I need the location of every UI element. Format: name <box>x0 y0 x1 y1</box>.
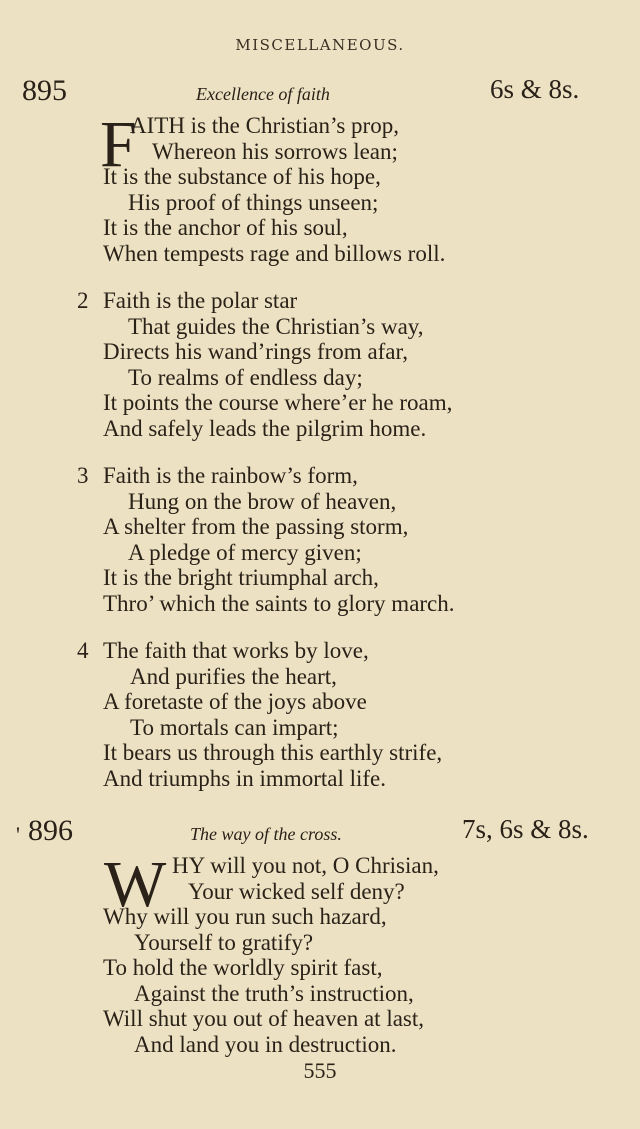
drop-cap: F <box>100 108 137 181</box>
verse-line: A shelter from the passing storm, <box>103 514 409 539</box>
verse-line: A pledge of mercy given; <box>128 539 362 565</box>
hymn-896-stanza-1 <box>0 848 640 1057</box>
verse-line: It points the course where’er he roam, <box>103 390 453 415</box>
verse-line: It is the substance of his hope, <box>103 164 381 189</box>
verse-line: Hung on the brow of heaven, <box>128 488 397 514</box>
verse-line: It is the bright triumphal arch, <box>103 565 379 590</box>
verse-line: Faith is the rainbow’s form, <box>103 463 358 488</box>
verse-line: To hold the worldly spirit fast, <box>103 955 383 980</box>
stanza-number: 3 <box>77 463 89 488</box>
hymn-895-stanza-1 <box>0 108 640 266</box>
verse-line: When tempests rage and billows roll. <box>103 240 446 266</box>
hymn-895-stanza-4 <box>0 638 640 791</box>
verse-line: It bears us through this earthly strife, <box>103 740 443 765</box>
hymn-895-header <box>0 74 640 114</box>
stanza-number: 4 <box>77 638 89 663</box>
hymn-number: 895 <box>22 74 67 107</box>
verse-line: And purifies the heart, <box>130 663 337 689</box>
verse-line: Your wicked self deny? <box>188 878 405 904</box>
verse-line: Faith is the polar star <box>103 288 298 313</box>
margin-mark: ' <box>16 822 20 847</box>
verse-line: Whereon his sorrows lean; <box>152 138 398 164</box>
verse-line: And triumphs in immortal life. <box>103 765 386 791</box>
hymn-meter: 7s, 6s & 8s. <box>462 814 589 844</box>
verse-line: Thro’ which the saints to glory march. <box>103 590 455 616</box>
stanza-number: 2 <box>77 288 89 313</box>
verse-line: Against the truth’s instruction, <box>134 980 414 1006</box>
verse-line: Why will you run such hazard, <box>103 904 387 929</box>
hymn-title: The way of the cross. <box>190 824 342 844</box>
verse-line: AITH is the Christian’s prop, <box>130 113 399 138</box>
verse-line: That guides the Christian’s way, <box>128 313 424 339</box>
verse-line: Yourself to gratify? <box>134 929 314 955</box>
drop-cap: W <box>104 848 167 921</box>
page-number: 555 <box>303 1058 337 1083</box>
verse-line: And safely leads the pilgrim home. <box>103 415 427 441</box>
verse-line: To realms of endless day; <box>128 364 363 390</box>
hymn-number: 896 <box>28 814 73 847</box>
verse-line: The faith that works by love, <box>103 638 369 663</box>
verse-line: It is the anchor of his soul, <box>103 215 348 240</box>
verse-line: To mortals can impart; <box>130 714 339 740</box>
hymn-meter: 6s & 8s. <box>490 74 580 104</box>
hymn-title: Excellence of faith <box>196 84 330 104</box>
verse-line: Directs his wand’rings from afar, <box>103 339 409 364</box>
verse-line: Will shut you out of heaven at last, <box>103 1006 425 1031</box>
verse-line: HY will you not, O Chrisian, <box>172 853 439 878</box>
running-head: MISCELLANEOUS. <box>235 36 405 54</box>
hymn-895-stanza-3 <box>0 463 640 616</box>
hymn-896-header <box>0 814 640 854</box>
hymn-895-stanza-2 <box>0 288 640 441</box>
verse-line: A foretaste of the joys above <box>103 689 367 714</box>
verse-line: And land you in destruction. <box>134 1031 397 1057</box>
verse-line: His proof of things unseen; <box>128 189 379 215</box>
